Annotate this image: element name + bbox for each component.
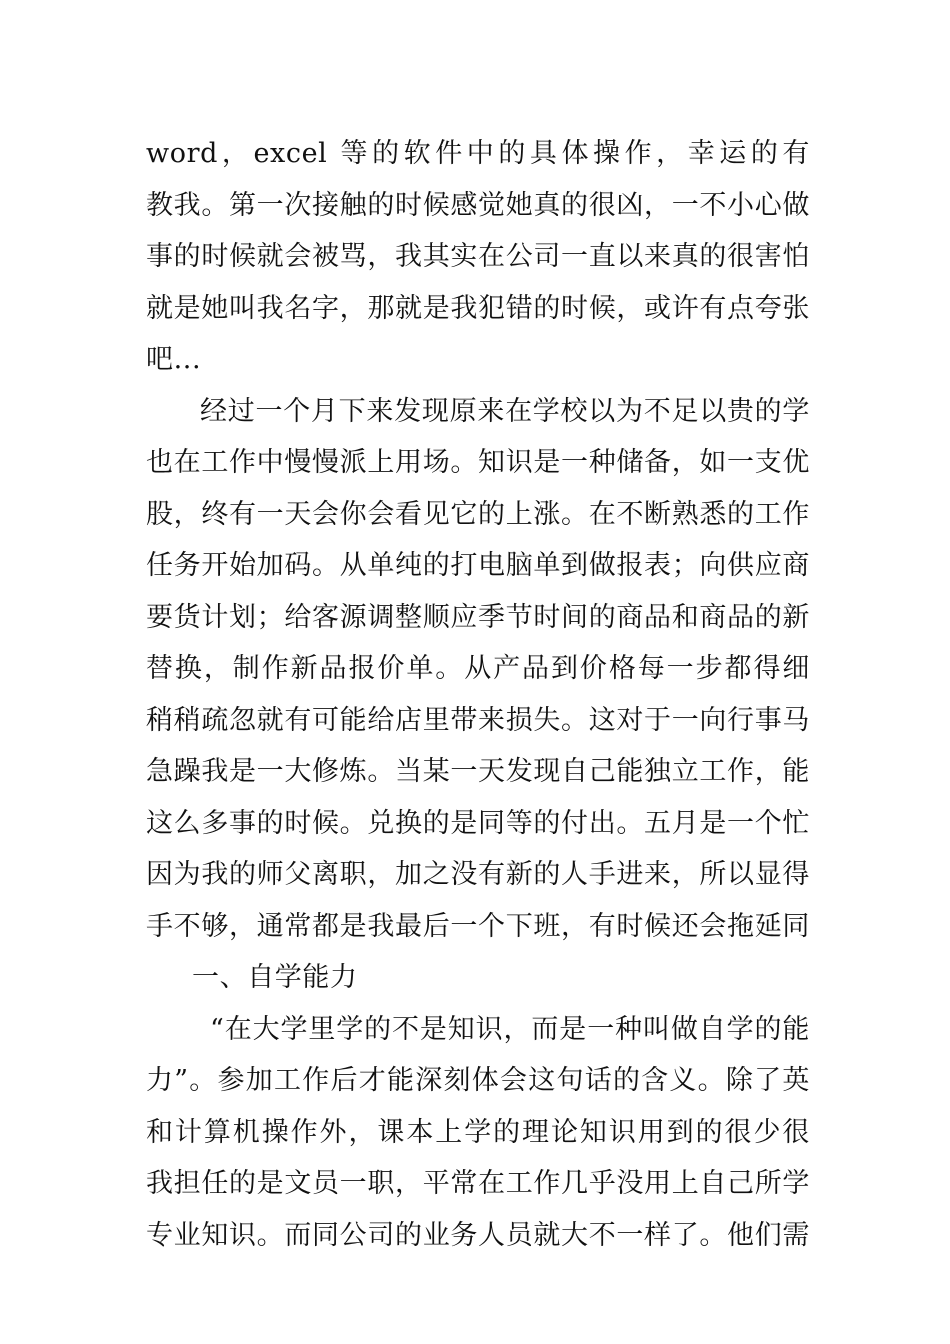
body-text xyxy=(146,128,810,1261)
text-line: 教我。第一次接触的时候感觉她真的很凶，一不小心做 xyxy=(146,189,810,221)
text-line: word，excel 等的软件中的具体操作，幸运的有 xyxy=(146,138,810,169)
text-line: 吧... xyxy=(146,344,202,375)
text-line: 专业知识。而同公司的业务人员就大不一样了。他们需 xyxy=(146,1219,810,1251)
text-line: 就是她叫我名字，那就是我犯错的时候，或许有点夸张 xyxy=(146,292,810,324)
text-line: 手不够，通常都是我最后一个下班，有时候还会拖延同 xyxy=(146,910,810,942)
text-line: 也在工作中慢慢派上用场。知识是一种储备，如一支优 xyxy=(146,447,810,478)
text-line: 力”。参加工作后才能深刻体会这句话的含义。除了英 xyxy=(146,1065,810,1096)
text-line: 任务开始加码。从单纯的打电脑单到做报表；向供应商 xyxy=(146,550,810,581)
text-line: 事的时候就会被骂，我其实在公司一直以来真的很害怕 xyxy=(146,241,810,272)
text-line: 股，终有一天会你会看见它的上涨。在不断熟悉的工作 xyxy=(146,498,810,530)
section-heading: 一、自学能力 xyxy=(192,962,358,993)
text-line: 急躁我是一大修炼。当某一天发现自己能独立工作，能 xyxy=(146,756,810,787)
text-line: 因为我的师父离职，加之没有新的人手进来，所以显得 xyxy=(146,859,810,890)
text-line: 和计算机操作外，课本上学的理论知识用到的很少很 xyxy=(146,1116,810,1148)
text-line: 经过一个月下来发现原来在学校以为不足以贵的学 xyxy=(200,395,810,427)
text-line: 我担任的是文员一职，平常在工作几乎没用上自己所学 xyxy=(146,1168,810,1199)
text-line: “在大学里学的不是知识，而是一种叫做自学的能 xyxy=(210,1013,810,1045)
text-line: 要货计划；给客源调整顺应季节时间的商品和商品的新 xyxy=(146,601,810,633)
text-line: 替换，制作新品报价单。从产品到价格每一步都得细 xyxy=(146,653,810,684)
text-line: 稍稍疏忽就有可能给店里带来损失。这对于一向行事马 xyxy=(146,704,810,736)
text-line: 这么多事的时候。兑换的是同等的付出。五月是一个忙 xyxy=(146,807,810,839)
